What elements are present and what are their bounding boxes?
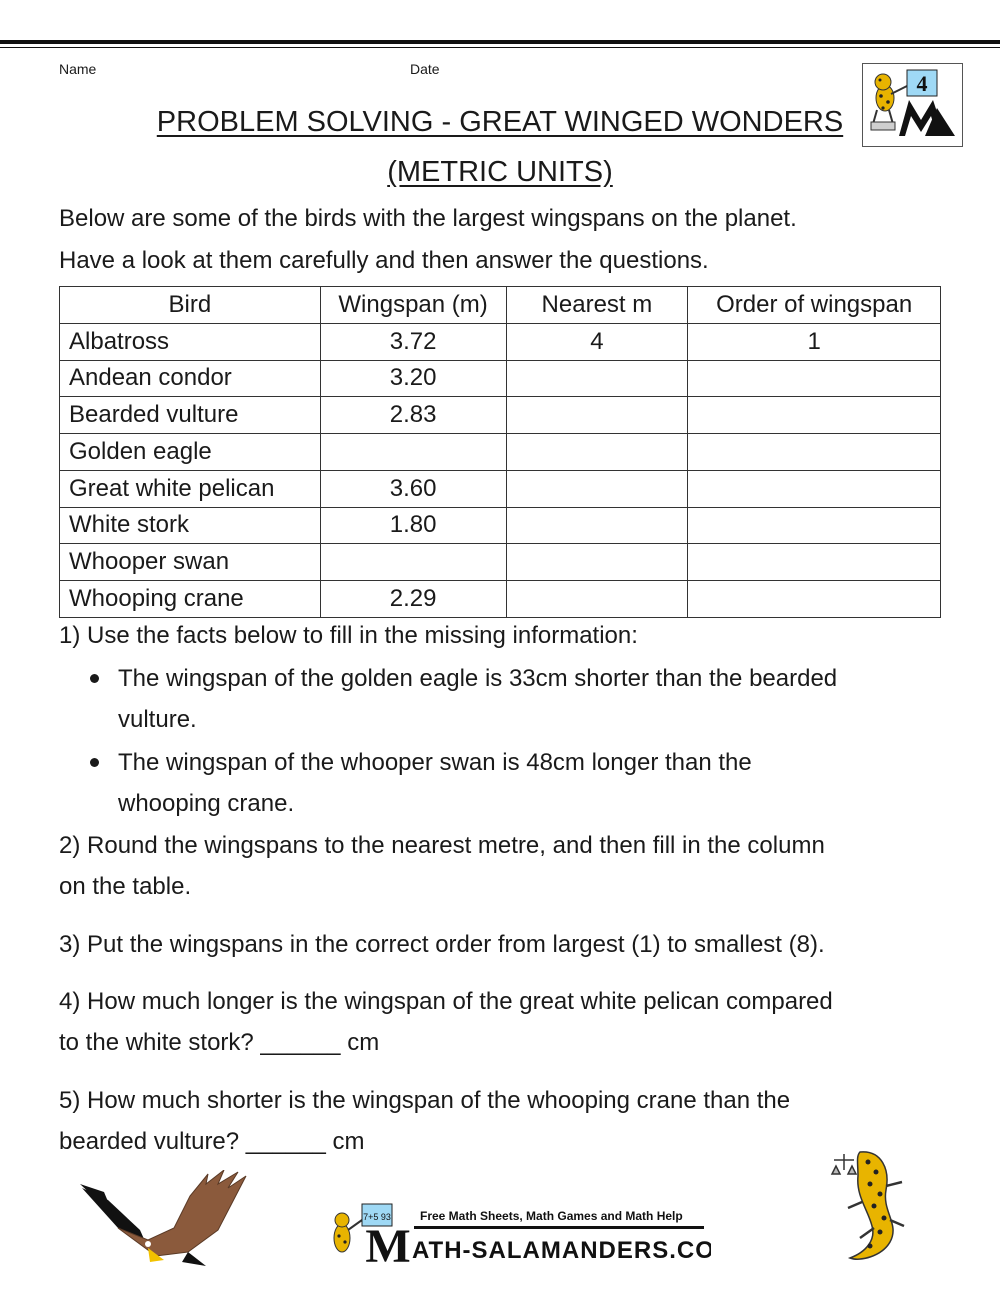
top-rule-thin bbox=[0, 47, 1000, 48]
order-cell bbox=[688, 581, 941, 618]
top-rule-thick bbox=[0, 40, 1000, 44]
page-title: PROBLEM SOLVING - GREAT WINGED WONDERS bbox=[156, 106, 844, 138]
question-2-line-1: 2) Round the wingspans to the nearest metre, and then fill in the column bbox=[59, 832, 825, 859]
order-cell bbox=[688, 544, 941, 581]
wingspan-table bbox=[59, 286, 941, 618]
header-bird: Bird bbox=[60, 287, 321, 324]
bird-name: Great white pelican bbox=[60, 470, 321, 507]
wingspan-cell: 3.20 bbox=[320, 360, 506, 397]
bird-name: Bearded vulture bbox=[60, 397, 321, 434]
question-1-fact-2-line-1: The wingspan of the whooper swan is 48cm longer than the bbox=[118, 749, 752, 776]
nearest-m-cell: 4 bbox=[506, 323, 688, 360]
intro-line-2: Have a look at them carefully and then answer the questions. bbox=[59, 247, 709, 274]
bird-name: Andean condor bbox=[60, 360, 321, 397]
bullet-dot bbox=[90, 674, 99, 683]
question-3: 3) Put the wingspans in the correct order from largest (1) to smallest (8). bbox=[59, 931, 825, 958]
question-5-line-2: bearded vulture? ______ cm bbox=[59, 1128, 365, 1155]
table-row bbox=[60, 507, 941, 544]
site-url: ATH-SALAMANDERS.COM bbox=[412, 1237, 711, 1264]
date-label: Date bbox=[410, 61, 440, 77]
nearest-m-cell bbox=[506, 397, 688, 434]
name-label: Name bbox=[59, 61, 97, 77]
question-5-line-1: 5) How much shorter is the wingspan of the whooping crane than the bbox=[59, 1087, 791, 1114]
wingspan-cell: 2.29 bbox=[320, 581, 506, 618]
order-cell bbox=[688, 434, 941, 471]
table-row bbox=[60, 323, 941, 360]
header-wingspan: Wingspan (m) bbox=[320, 287, 506, 324]
grade-number: 4 bbox=[916, 71, 928, 96]
wingspan-cell: 1.80 bbox=[320, 507, 506, 544]
question-1-fact-2-line-2: whooping crane. bbox=[118, 790, 295, 817]
order-cell bbox=[688, 360, 941, 397]
order-cell bbox=[688, 507, 941, 544]
table-row bbox=[60, 397, 941, 434]
order-cell bbox=[688, 470, 941, 507]
bird-name: Albatross bbox=[60, 323, 321, 360]
question-2-line-2: on the table. bbox=[59, 873, 192, 900]
eagle-illustration bbox=[78, 1170, 250, 1270]
nearest-m-cell bbox=[506, 470, 688, 507]
wingspan-cell: 3.72 bbox=[320, 323, 506, 360]
question-1-fact-1-line-2: vulture. bbox=[118, 706, 197, 733]
header-order: Order of wingspan bbox=[688, 287, 941, 324]
order-cell bbox=[688, 397, 941, 434]
logo-initial: M bbox=[365, 1220, 411, 1268]
bird-name: White stork bbox=[60, 507, 321, 544]
header-nearest-m: Nearest m bbox=[506, 287, 688, 324]
table-row bbox=[60, 434, 941, 471]
table-row bbox=[60, 470, 941, 507]
nearest-m-cell bbox=[506, 507, 688, 544]
nearest-m-cell bbox=[506, 544, 688, 581]
question-4-line-1: 4) How much longer is the wingspan of the great white pelican compared bbox=[59, 988, 833, 1015]
nearest-m-cell bbox=[506, 581, 688, 618]
nearest-m-cell bbox=[506, 360, 688, 397]
order-cell: 1 bbox=[688, 323, 941, 360]
intro-line-1: Below are some of the birds with the largest wingspans on the planet. bbox=[59, 205, 797, 232]
question-1-fact-1-line-1: The wingspan of the golden eagle is 33cm shorter than the bearded bbox=[118, 665, 838, 692]
bird-name: Golden eagle bbox=[60, 434, 321, 471]
bullet-dot bbox=[90, 758, 99, 767]
wingspan-cell bbox=[320, 434, 506, 471]
salamander-illustration bbox=[830, 1146, 910, 1268]
wingspan-cell bbox=[320, 544, 506, 581]
site-tagline: Free Math Sheets, Math Games and Math Help bbox=[420, 1209, 683, 1223]
table-row bbox=[60, 581, 941, 618]
table-row bbox=[60, 544, 941, 581]
table-row bbox=[60, 360, 941, 397]
wingspan-cell: 2.83 bbox=[320, 397, 506, 434]
bird-name: Whooper swan bbox=[60, 544, 321, 581]
wingspan-cell: 3.60 bbox=[320, 470, 506, 507]
question-1: 1) Use the facts below to fill in the missing information: bbox=[59, 622, 638, 649]
question-4-line-2: to the white stork? ______ cm bbox=[59, 1029, 380, 1056]
site-logo bbox=[326, 1200, 711, 1268]
logo-sign-text: 7+5 93 bbox=[363, 1212, 391, 1222]
nearest-m-cell bbox=[506, 434, 688, 471]
page-subtitle: (METRIC UNITS) bbox=[387, 156, 613, 188]
table-header-row bbox=[60, 287, 941, 324]
bird-name: Whooping crane bbox=[60, 581, 321, 618]
